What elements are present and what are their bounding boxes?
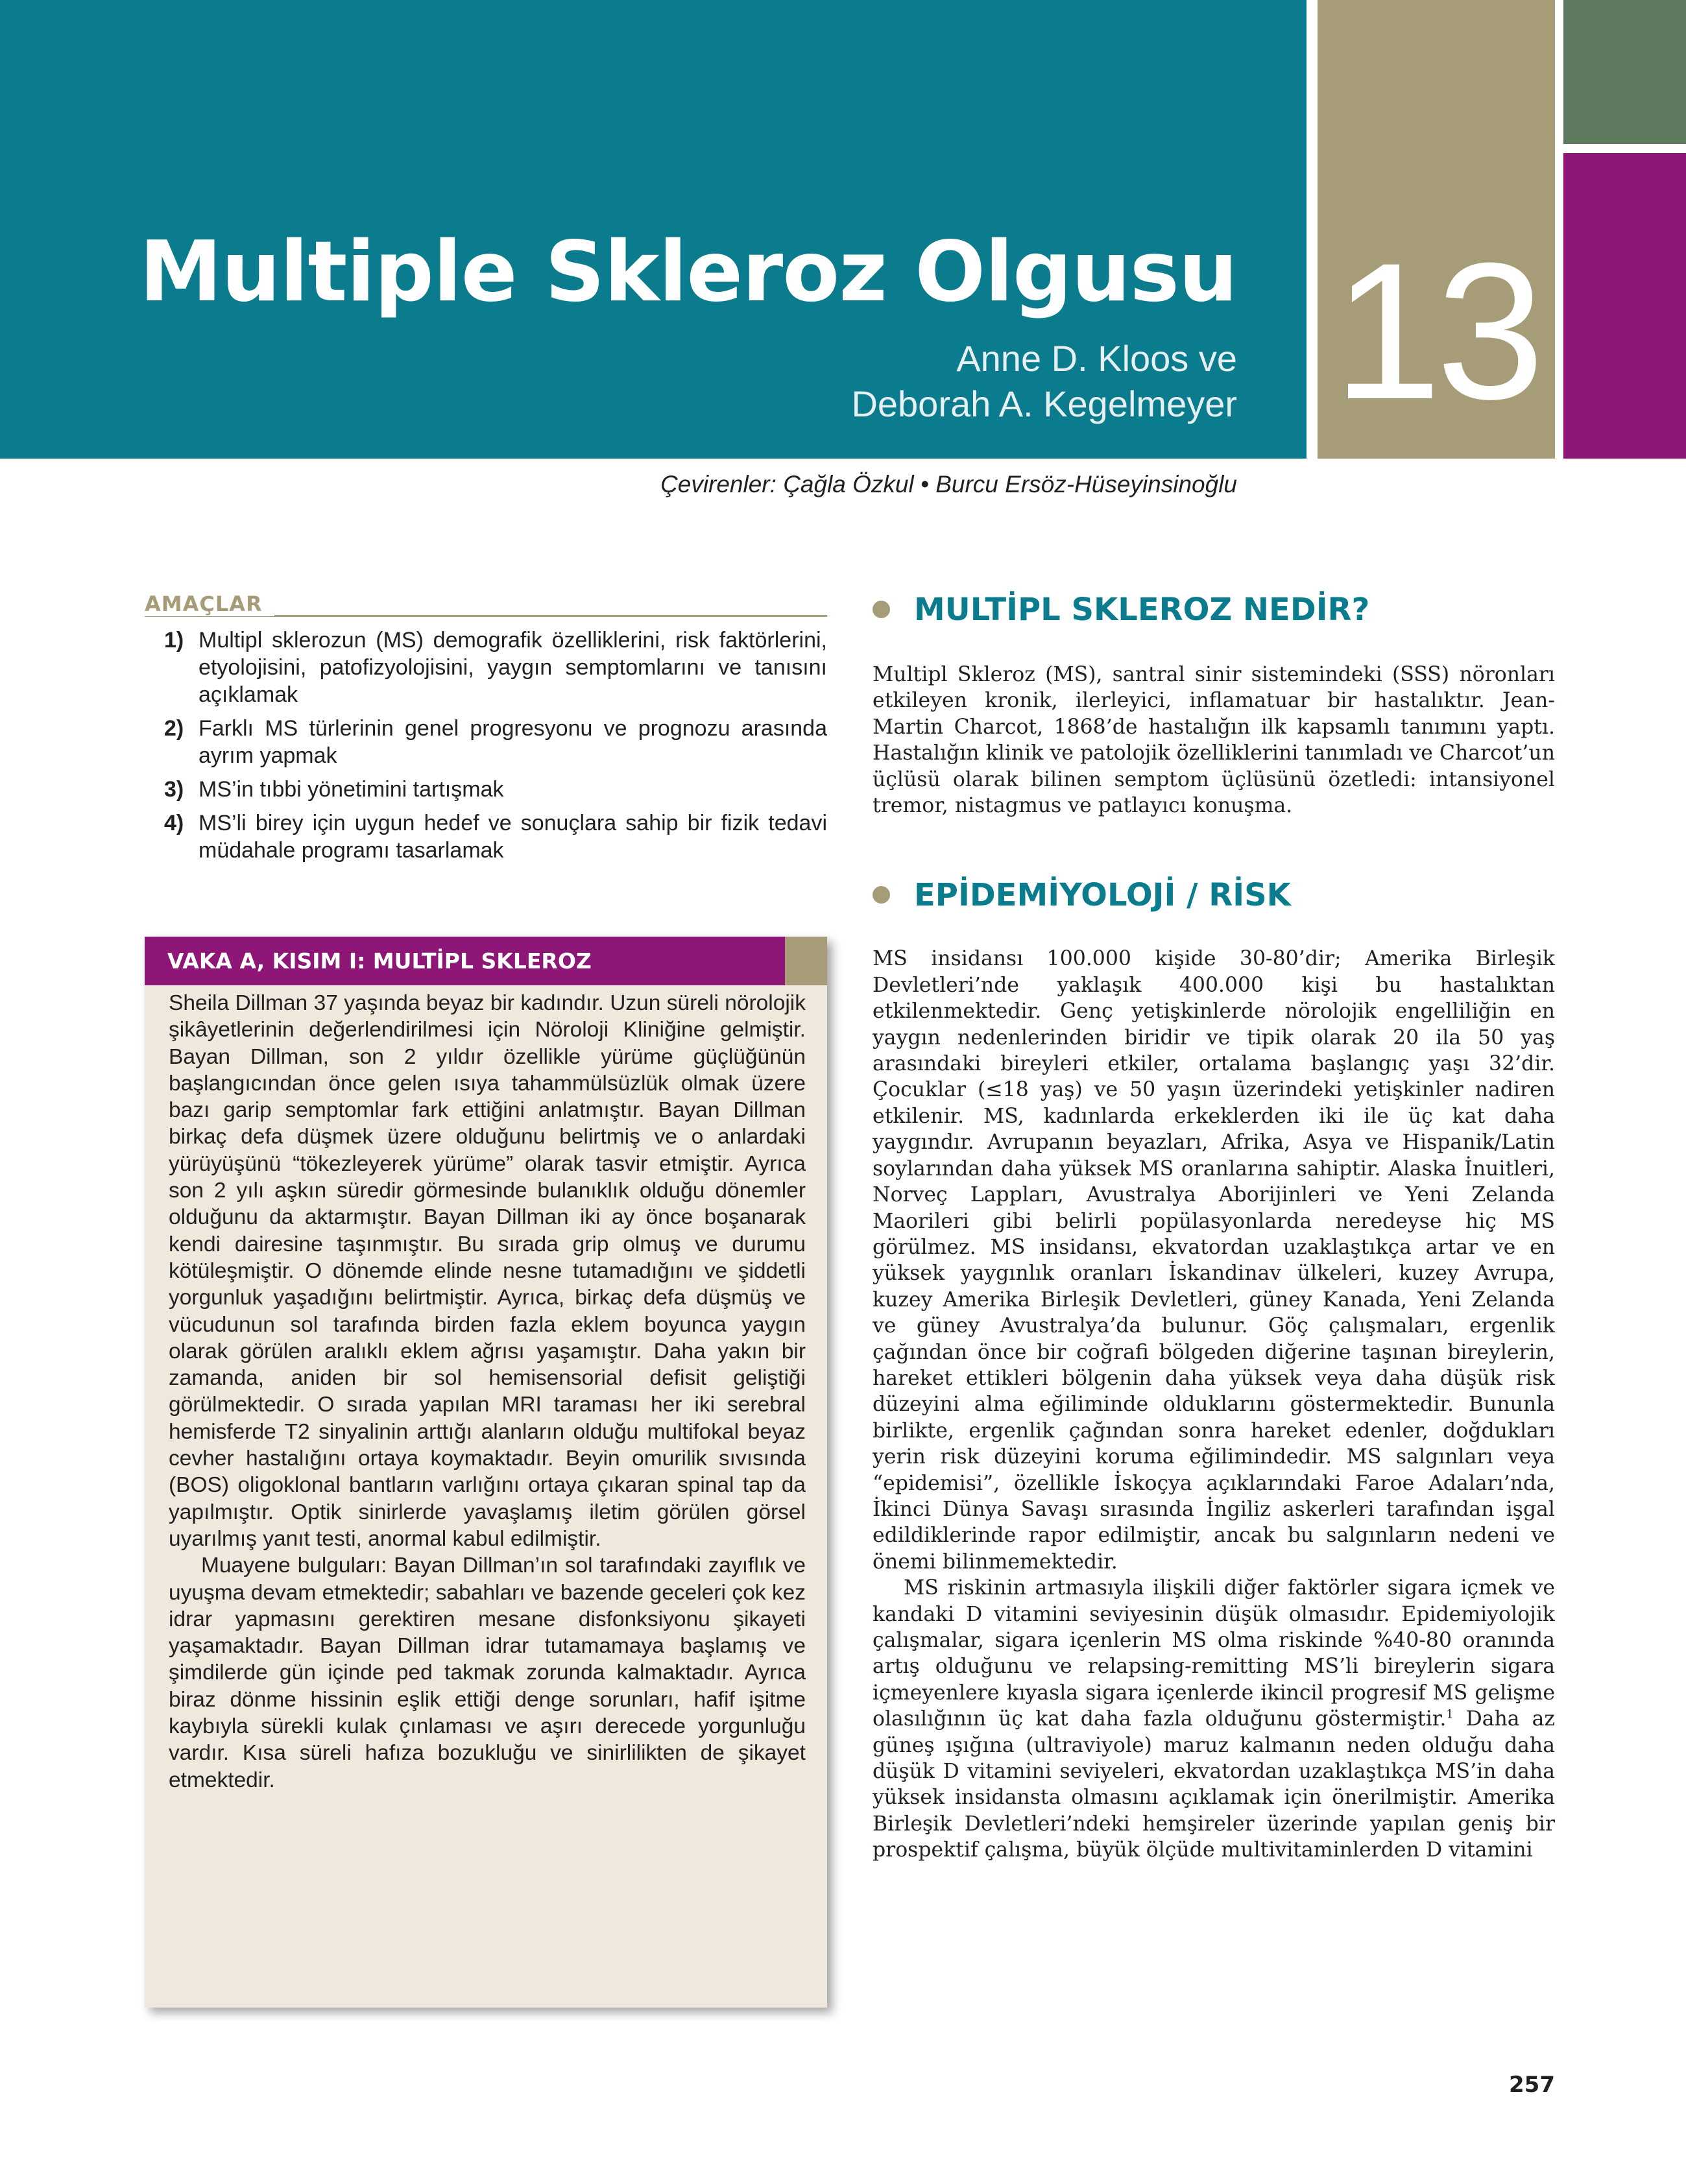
corner-green-block xyxy=(1563,0,1686,144)
chapter-authors xyxy=(851,336,1237,427)
case-box xyxy=(145,937,827,2008)
section2-paragraph-1: MS insidansı 100.000 kişide 30-80’dir; Amerika Birleşik Devletleri’nde yaklaşık 400.000 kişi bu hastalıktan etkilenmektedir. Genç yetişkinlerde nörolojik engelliliğin en yaygın nedenlerinden biridir ve tipik olarak 20 ila 50 yaş arasındaki bireyleri etkiler, ortalama başlangıç yaşı 32’dir. Çocuklar (≤18 yaş) ve 50 yaşın üzerindeki yetişkinler nadiren etkilenir. MS, kadınlarda erkeklerden iki ile üç kat daha yaygındır. Avrupanın beyazları, Afrika, Asya ve Hispanik/Latin soylarından daha yüksek MS oranlarına sahiptir. Alaska İnuitleri, Norveç Lappları, Avustralya Aborijinleri ve Yeni Zelanda Maorileri gibi belirli popülasyonlarda neredeyse hiç MS görülmez. MS insidansı, ekvatordan uzaklaştıkça artar ve en yüksek yaygınlık oranları İskandinav ülkeleri, kuzey Avrupa, kuzey Amerika Birleşik Devletleri, güney Kanada, Yeni Zelanda ve güney Avustralya’da bulunur. Göç çalışmaları, ergenlik çağından önce bir coğrafi bölgeden diğerine taşınan bireylerin, hareket ettikleri bölgenin daha yüksek veya daha düşük risk düzeyini alma eğiliminde olduklarını göstermektedir. Bununla birlikte, ergenlik çağından sonra hareket edenler, doğdukları yerin risk düzeyini koruma eğilimindedir. MS salgınları veya “epidemisi”, özellikle İskoçya açıklarındaki Faroe Adaları’nda, İkinci Dünya Savaşı sırasında İngiliz askerleri tarafından işgal edildiklerinde rapor edilmiştir, ancak bu salgınların nedeni ve önemi bilinmemektedir. xyxy=(873,947,1555,1574)
section-heading-text: MULTİPL SKLEROZ NEDİR? xyxy=(914,592,1370,628)
translators-line: Çevirenler: Çağla Özkul • Burcu Ersöz-Hüseyinsinoğlu xyxy=(660,471,1237,498)
page-number: 257 xyxy=(1509,2072,1555,2098)
objective-item xyxy=(145,627,827,708)
section-heading-epidemiology xyxy=(873,877,1555,916)
case-paragraph-1: Sheila Dillman 37 yaşında beyaz bir kadındır. Uzun süreli nörolojik şikâyetlerinin değerlendirilmesi için Nöroloji Kliniğine gelmiştir. Bayan Dillman, son 2 yıldır özellikle yürüme güçlüğünün başlangıcından önce gelen ısıya tahammülsüzlük olmak üzere bazı garip semptomlar fark ettiğini anlatmıştır. Bayan Dillman birkaç defa düşmek üzere olduğunu belirtmiş ve o anlardaki yürüyüşünü “tökezleyerek yürüme” olarak tasvir etmiştir. Ayrıca son 2 yılı aşkın süredir görmesinde bulanıklık olduğu dönemler olduğunu da aktarmıştır. Bayan Dillman iki ay önce boşanarak kendi dairesine taşınmıştır. Bu sırada grip olmuş ve durumu kötüleşmiştir. O dönemde elinde nesne tutamadığını ve şiddetli yorgunluk yaşadığını belirtmiştir. Ayrıca, birkaç defa düşmüş ve vücudunun sol tarafında birden fazla eklem boyunca yaygın olarak görülen aralıklı eklem ağrısı yaşamıştır. Daha yakın bir zamanda, aniden bir sol hemisensorial defisit geliştiği görülmektedir. O sırada yapılan MRI taraması her iki serebral hemisferde T2 sinyalinin arttığı alanların olduğu multifokal beyaz cevher hastalığını ortaya koymaktadır. Beyin omurilik sıvısında (BOS) oligoklonal bantların varlığını ortaya çıkaran spinal tap da yapılmıştır. Optik sinirlerde yavaşlamış iletim görülen görsel uyarılmış yanıt testi, anormal kabul edilmiştir. xyxy=(169,991,806,1551)
objective-number: 2) xyxy=(164,716,184,741)
chapter-number: 13 xyxy=(1333,222,1539,440)
section-heading-text: EPİDEMİYOLOJİ / RİSK xyxy=(914,877,1291,914)
objectives-heading xyxy=(145,592,827,618)
case-heading: VAKA A, KISIM I: MULTİPL SKLEROZ xyxy=(167,948,592,974)
objectives-section xyxy=(145,592,827,870)
footnote-reference: 1 xyxy=(1446,1708,1454,1722)
objective-text: MS’li birey için uygun hedef ve sonuçlara sahip bir fizik tedavi müdahale programı tasarlamak xyxy=(199,811,827,863)
objective-item xyxy=(145,715,827,769)
section2-paragraph-2a: MS riskinin artmasıyla ilişkili diğer faktörler sigara içmek ve kandaki D vitamini seviyesinin düşük olmasıdır. Epidemiyolojik çalışmalar, sigara içenlerin MS olma riskinde %40-80 oranında artış olduğunu ve relapsing-remitting MS’li bireylerin sigara içmeyenlere kıyasla sigara içenlerde ikincil progresif MS gelişme olasılığının üç kat daha fazla olduğunu göstermiştir. xyxy=(873,1576,1555,1731)
objective-number: 4) xyxy=(164,811,184,835)
objective-item xyxy=(145,776,827,803)
case-heading-tab xyxy=(785,937,827,985)
objective-text: MS’in tıbbi yönetimini tartışmak xyxy=(199,777,504,802)
section1-paragraph: Multipl Skleroz (MS), santral sinir sistemindeki (SSS) nöronları etkileyen kronik, ilerleyici, inflamatuar bir hastalıktır. Jean-Martin Charcot, 1868’de hastalığın ilk kapsamlı tanımını yaptı. Hastalığın klinik ve patolojik özelliklerini tanımladı ve Charcot’un üçlüsü olarak bilinen semptom üçlüsünü özetledi: intansiyonel tremor, nistagmus ve patlayıcı konuşma. xyxy=(873,663,1555,818)
author-line-1: Anne D. Kloos ve xyxy=(956,338,1237,379)
bullet-dot-icon xyxy=(873,886,890,904)
objective-number: 3) xyxy=(164,777,184,802)
objectives-label: AMAÇLAR xyxy=(145,592,274,616)
section-heading-what-is-ms xyxy=(873,592,1555,630)
corner-plum-block xyxy=(1563,153,1686,459)
author-line-2: Deborah A. Kegelmeyer xyxy=(851,383,1237,424)
objectives-list xyxy=(145,627,827,864)
section2-paragraph-2b: Daha az güneş ışığına (ultraviyole) maruz kalmanın neden olduğu daha düşük D vitamini seviyeleri, ekvatordan uzaklaştıkça MS’in daha yüksek insidansta olmasını açıklamak için önerilmiştir. Amerika Birleşik Devletleri’ndeki hemşireler üzerinde yapılan geniş bir prospektif çalışma, büyük ölçüde multivitaminlerden D vitamini xyxy=(873,1707,1555,1862)
right-column xyxy=(873,592,1555,1864)
objective-text: Multipl sklerozun (MS) demografik özelliklerini, risk faktörlerini, etyolojisini, patofizyolojisini, yaygın semptomlarını ve tanısını açıklamak xyxy=(199,628,827,707)
chapter-title: Multiple Skleroz Olgusu xyxy=(139,224,1237,320)
objective-number: 1) xyxy=(164,628,184,653)
case-paragraph-2: Muayene bulguları: Bayan Dillman’ın sol tarafındaki zayıflık ve uyuşma devam etmektedir; sabahları ve bazende geceleri çok kez idrar yapmasını gerektiren mesane disfonksiyonu şikayeti yaşamaktadır. Bayan Dillman idrar tutamamaya başlamış ve şimdilerde gün içinde ped takmak zorunda kalmaktadır. Ayrıca biraz dönme hissinin eşlik ettiği denge sorunları, hafif işitme kaybıyla sürekli kulak çınlaması ve aşırı derecede yorgunluğu vardır. Kısa süreli hafıza bozukluğu ve sinirlilikten de şikayet etmektedir. xyxy=(169,1554,806,1792)
bullet-dot-icon xyxy=(873,601,890,618)
objective-text: Farklı MS türlerinin genel progresyonu ve prognozu arasında ayrım yapmak xyxy=(199,716,827,768)
section2-paragraph-2 xyxy=(873,1575,1555,1863)
case-heading-bar xyxy=(145,937,785,985)
case-body xyxy=(169,990,806,1794)
objective-item xyxy=(145,810,827,864)
